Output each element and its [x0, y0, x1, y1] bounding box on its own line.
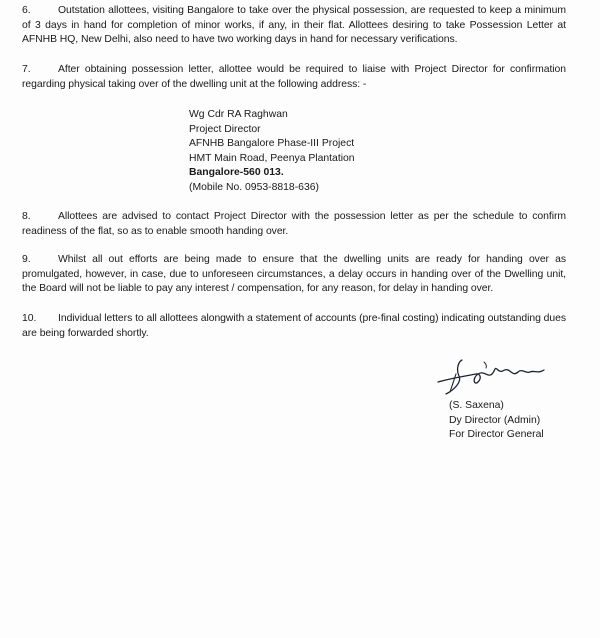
signatory-designation: Dy Director (Admin) [449, 414, 541, 426]
paragraph-number: 6. [22, 5, 31, 16]
paragraph-number: 10. [22, 313, 37, 324]
paragraph-text: Outstation allottees, visiting Bangalore to take over the physical possession, are requested to keep a minimum of 3 days in hand for completion of minor works, if any, in their flat. Allottees desiring to take Possession Letter at AFNHB HQ, New Delhi, also need to have two working days in hand for necessary verifications. [22, 5, 566, 45]
paragraph-number: 9. [22, 254, 31, 265]
paragraph-9 [22, 253, 566, 297]
address-name: Wg Cdr RA Raghwan [189, 109, 288, 120]
paragraph-10 [22, 312, 566, 341]
paragraph-text: Allottees are advised to contact Project Director with the possession letter as per the schedule to confirm readiness of the flat, so as to enable smooth handing over. [22, 211, 566, 237]
address-street: HMT Main Road, Peenya Plantation [189, 152, 355, 164]
project-director-address [189, 108, 355, 195]
paragraph-text: After obtaining possession letter, allottee would be required to liaise with Project Director for confirmation regarding physical taking over of the dwelling unit at the following address: - [22, 64, 566, 90]
paragraph-number: 8. [22, 211, 31, 222]
paragraph-number: 7. [22, 64, 31, 75]
paragraph-8 [22, 210, 566, 239]
signatory-name: (S. Saxena) [449, 400, 504, 411]
signatory-on-behalf: For Director General [449, 429, 544, 440]
paragraph-6 [22, 4, 566, 48]
paragraph-text: Whilst all out efforts are being made to ensure that the dwelling units are ready for handing over as promulgated, however, in case, due to unforeseen circumstances, a delay occurs in handing over of the Dwelling unit, the Board will not be liable to pay any interest / compensation, for any reason, for delay in handing over. [22, 254, 566, 294]
address-mobile: (Mobile No. 0953-8818-636) [189, 181, 319, 193]
address-city: Bangalore-560 013. [189, 167, 284, 178]
paragraph-7 [22, 63, 566, 92]
address-designation: Project Director [189, 123, 261, 135]
paragraph-text: Individual letters to all allottees alongwith a statement of accounts (pre-final costing) indicating outstanding dues are being forwarded shortly. [22, 313, 566, 339]
address-organisation: AFNHB Bangalore Phase-III Project [189, 138, 355, 149]
signature-block [449, 399, 544, 443]
handwritten-signature [432, 352, 550, 400]
